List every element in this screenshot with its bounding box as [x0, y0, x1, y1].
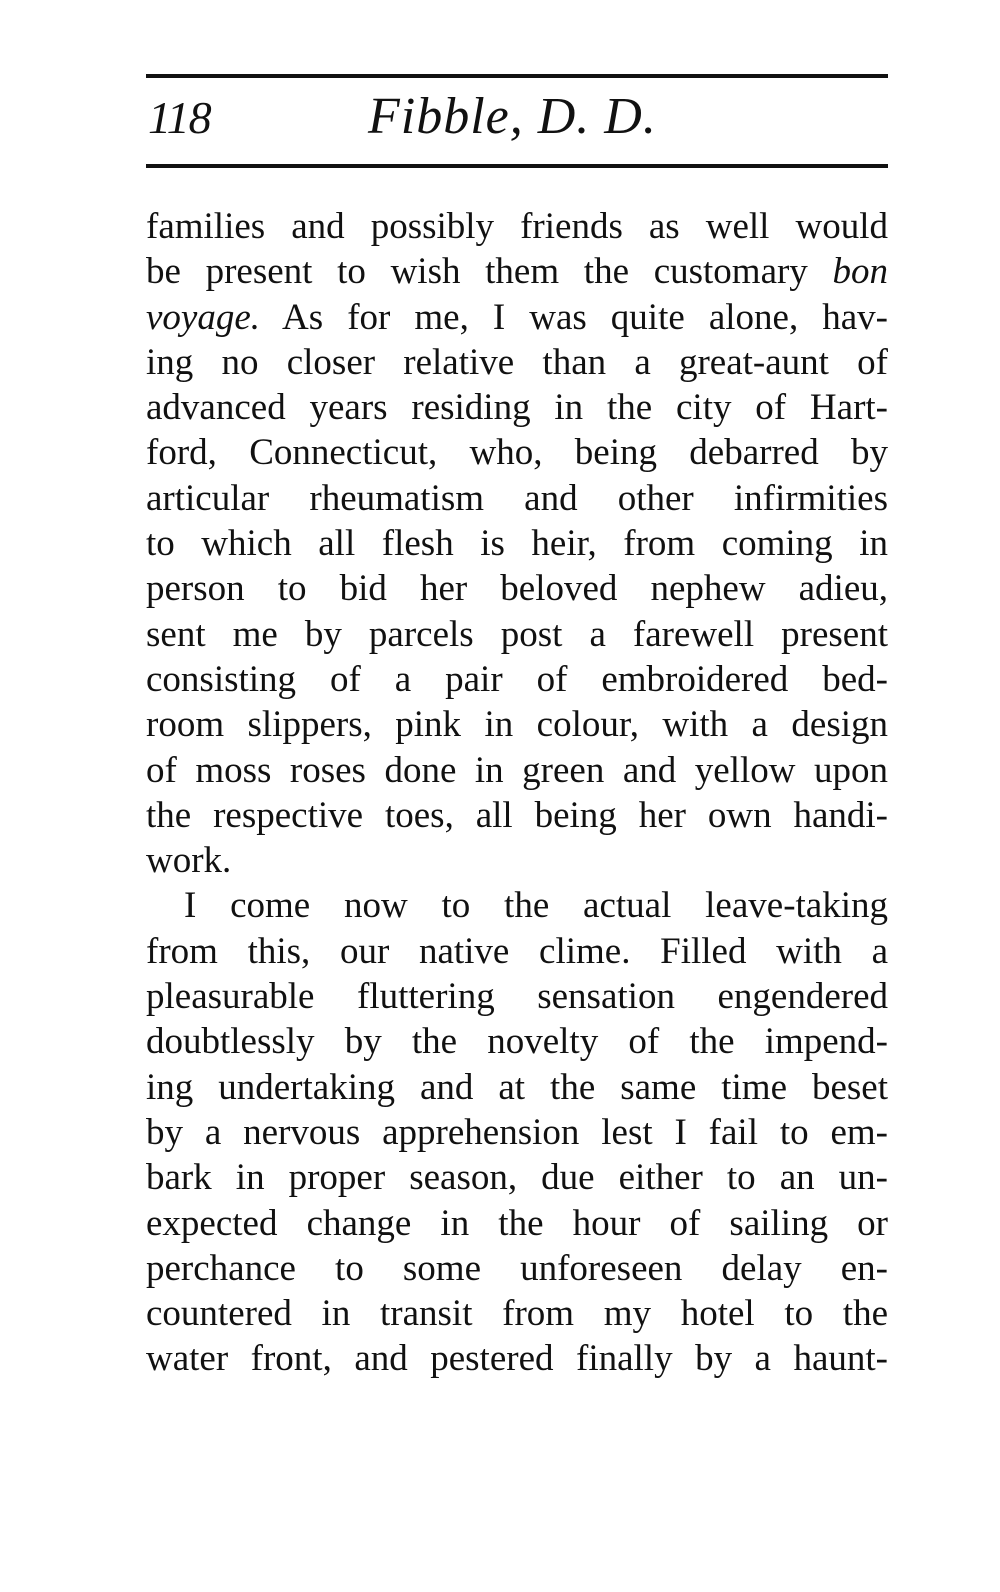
- text-line: ing no closer relative than a great-aunt of: [146, 341, 888, 383]
- running-head-title: Fibble, D. D.: [368, 88, 657, 145]
- text-line: articular rheumatism and other infirmities: [146, 477, 888, 519]
- text-line: I come now to the actual leave-taking: [184, 885, 888, 927]
- header-rule-top: [146, 74, 888, 78]
- text-line: to which all flesh is heir, from coming in: [146, 523, 888, 565]
- text-line: from this, our native clime. Filled with a: [146, 930, 888, 972]
- text-line: of moss roses done in green and yellow upon: [146, 749, 888, 791]
- text-line: consisting of a pair of embroidered bed-: [146, 658, 888, 700]
- text-line: advanced years residing in the city of Hart-: [146, 387, 888, 429]
- text-line: sent me by parcels post a farewell present: [146, 613, 888, 655]
- header-rule-bottom: [146, 164, 888, 168]
- text-line: water front, and pestered finally by a haunt-: [146, 1338, 888, 1380]
- text-line: pleasurable fluttering sensation engendered: [146, 976, 888, 1018]
- text-line: work.: [146, 840, 232, 882]
- text-line: doubtlessly by the novelty of the impend-: [146, 1021, 888, 1063]
- italic-phrase: voyage.: [146, 296, 261, 338]
- text-line: by a nervous apprehension lest I fail to em-: [146, 1111, 888, 1153]
- text-line: perchance to some unforeseen delay en-: [146, 1247, 888, 1289]
- body-text: [146, 204, 888, 1382]
- page-number: 118: [148, 92, 211, 143]
- text-span: As for me, I was quite alone, hav-: [282, 296, 888, 338]
- text-line: person to bid her beloved nephew adieu,: [146, 568, 888, 610]
- text-line: bark in proper season, due either to an un-: [146, 1157, 888, 1199]
- text-span: be present to wish them the customary: [146, 251, 808, 293]
- text-line: the respective toes, all being her own handi-: [146, 794, 888, 836]
- text-line: families and possibly friends as well would: [146, 206, 888, 247]
- italic-phrase: bon: [832, 251, 888, 293]
- text-line: room slippers, pink in colour, with a design: [146, 704, 888, 746]
- text-line: ing undertaking and at the same time beset: [146, 1066, 888, 1108]
- text-line: [146, 295, 888, 340]
- text-line: ford, Connecticut, who, being debarred by: [146, 432, 888, 474]
- text-line: countered in transit from my hotel to the: [146, 1293, 888, 1335]
- text-line: [146, 249, 888, 294]
- text-line: expected change in the hour of sailing or: [146, 1202, 888, 1244]
